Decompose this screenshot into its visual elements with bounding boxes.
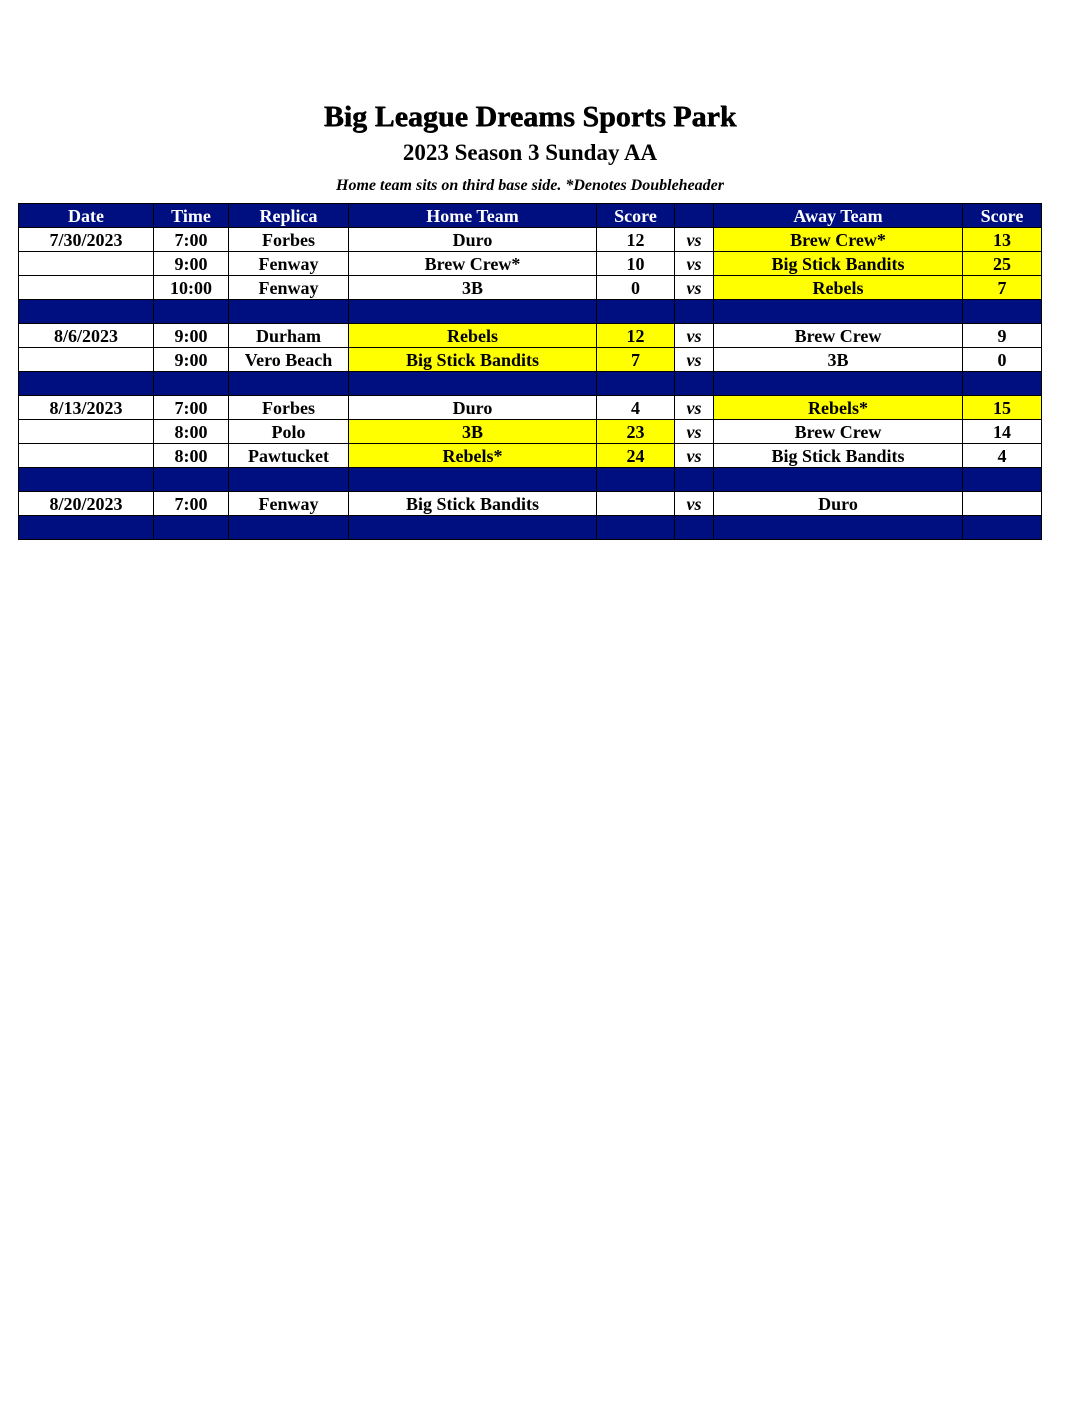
game-date [19, 252, 154, 276]
header-date: Date [19, 204, 154, 228]
away-team: Brew Crew [714, 420, 963, 444]
table-row [19, 492, 1042, 516]
table-row [19, 396, 1042, 420]
game-date [19, 276, 154, 300]
header-home-team: Home Team [349, 204, 597, 228]
table-row [19, 228, 1042, 252]
vs-label: vs [675, 252, 714, 276]
home-team: 3B [349, 276, 597, 300]
game-replica: Durham [229, 324, 349, 348]
table-row [19, 276, 1042, 300]
schedule-note: Home team sits on third base side. *Denotes Doubleheader [336, 177, 724, 194]
home-score: 23 [597, 420, 675, 444]
header-time: Time [154, 204, 229, 228]
separator-row [19, 372, 1042, 396]
away-score [963, 492, 1042, 516]
game-time: 9:00 [154, 324, 229, 348]
home-score: 0 [597, 276, 675, 300]
home-team: Duro [349, 396, 597, 420]
vs-label: vs [675, 444, 714, 468]
header-vs [675, 204, 714, 228]
table-row [19, 324, 1042, 348]
home-score: 7 [597, 348, 675, 372]
away-score: 14 [963, 420, 1042, 444]
home-team: Rebels [349, 324, 597, 348]
home-team: Rebels* [349, 444, 597, 468]
table-row [19, 420, 1042, 444]
game-replica: Fenway [229, 252, 349, 276]
separator-row [19, 516, 1042, 540]
away-score: 25 [963, 252, 1042, 276]
away-score: 9 [963, 324, 1042, 348]
away-team: Brew Crew [714, 324, 963, 348]
game-replica: Fenway [229, 492, 349, 516]
game-time: 10:00 [154, 276, 229, 300]
away-team: Duro [714, 492, 963, 516]
game-date [19, 348, 154, 372]
home-score: 24 [597, 444, 675, 468]
table-row [19, 444, 1042, 468]
game-date: 8/6/2023 [19, 324, 154, 348]
away-score: 13 [963, 228, 1042, 252]
header-away-team: Away Team [714, 204, 963, 228]
header-row [19, 204, 1042, 228]
game-replica: Forbes [229, 396, 349, 420]
separator-row [19, 468, 1042, 492]
page-title: Big League Dreams Sports Park [323, 100, 737, 133]
game-replica: Vero Beach [229, 348, 349, 372]
table-row [19, 348, 1042, 372]
home-team: 3B [349, 420, 597, 444]
game-replica: Polo [229, 420, 349, 444]
away-score: 0 [963, 348, 1042, 372]
vs-label: vs [675, 420, 714, 444]
game-time: 8:00 [154, 420, 229, 444]
vs-label: vs [675, 348, 714, 372]
game-time: 9:00 [154, 252, 229, 276]
home-team: Big Stick Bandits [349, 348, 597, 372]
game-time: 8:00 [154, 444, 229, 468]
game-time: 7:00 [154, 492, 229, 516]
game-replica: Forbes [229, 228, 349, 252]
home-score: 12 [597, 324, 675, 348]
page-subtitle: 2023 Season 3 Sunday AA [402, 140, 658, 165]
table-row [19, 252, 1042, 276]
game-time: 7:00 [154, 396, 229, 420]
header-replica: Replica [229, 204, 349, 228]
header-home-score: Score [597, 204, 675, 228]
home-team: Big Stick Bandits [349, 492, 597, 516]
home-team: Duro [349, 228, 597, 252]
game-date [19, 444, 154, 468]
home-score: 12 [597, 228, 675, 252]
home-score [597, 492, 675, 516]
schedule-body [19, 228, 1042, 540]
game-replica: Pawtucket [229, 444, 349, 468]
home-score: 10 [597, 252, 675, 276]
away-score: 15 [963, 396, 1042, 420]
vs-label: vs [675, 492, 714, 516]
header-away-score: Score [963, 204, 1042, 228]
away-team: Rebels* [714, 396, 963, 420]
game-date [19, 420, 154, 444]
away-team: Brew Crew* [714, 228, 963, 252]
separator-row [19, 300, 1042, 324]
game-date: 7/30/2023 [19, 228, 154, 252]
vs-label: vs [675, 228, 714, 252]
game-time: 7:00 [154, 228, 229, 252]
away-team: Rebels [714, 276, 963, 300]
game-date: 8/13/2023 [19, 396, 154, 420]
vs-label: vs [675, 276, 714, 300]
away-team: Big Stick Bandits [714, 444, 963, 468]
away-score: 7 [963, 276, 1042, 300]
game-time: 9:00 [154, 348, 229, 372]
home-team: Brew Crew* [349, 252, 597, 276]
away-team: Big Stick Bandits [714, 252, 963, 276]
away-score: 4 [963, 444, 1042, 468]
vs-label: vs [675, 396, 714, 420]
away-team: 3B [714, 348, 963, 372]
schedule-table [18, 203, 1042, 540]
vs-label: vs [675, 324, 714, 348]
home-score: 4 [597, 396, 675, 420]
game-date: 8/20/2023 [19, 492, 154, 516]
game-replica: Fenway [229, 276, 349, 300]
